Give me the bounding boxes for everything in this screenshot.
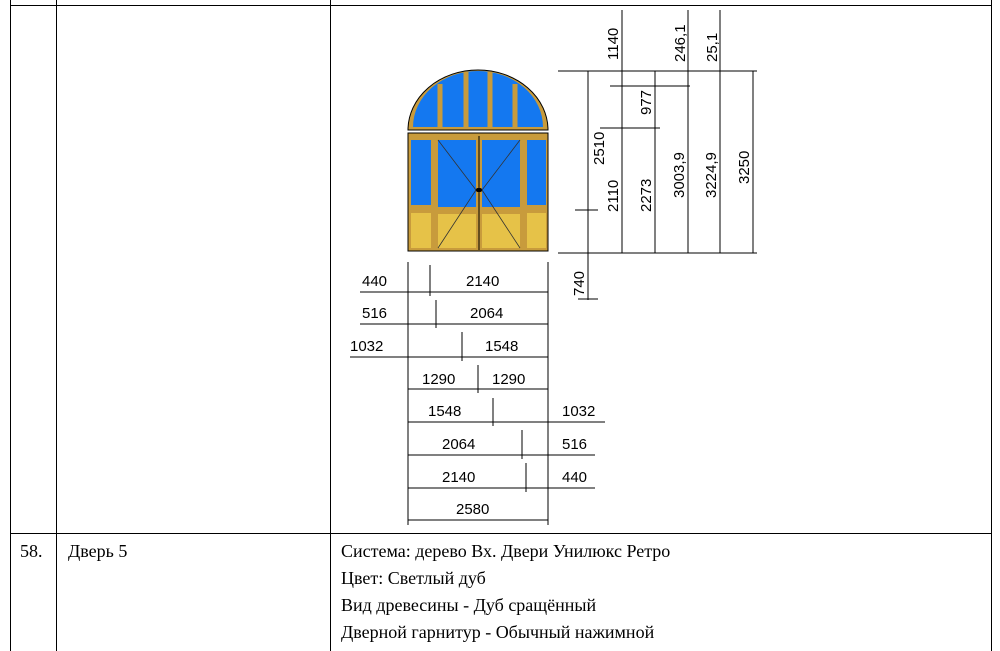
right-leaf-glass — [482, 140, 520, 207]
dim-v-2110: 2110 — [605, 179, 622, 212]
table-divider-number — [56, 0, 57, 651]
dim-h-516-top: 516 — [362, 305, 388, 322]
dim-v-3224: 3224,9 — [703, 152, 720, 198]
dim-h-516-bottom: 516 — [562, 436, 588, 453]
dim-v-2273: 2273 — [638, 178, 655, 212]
dim-h-440-top: 440 — [362, 273, 388, 290]
arch-glass — [413, 71, 543, 127]
row-desc-color: Цвет: Светлый дуб — [341, 568, 486, 588]
dim-h-2140-top: 2140 — [466, 273, 500, 290]
dim-h-1548-top: 1548 — [485, 338, 519, 355]
left-sidelight-glass — [411, 140, 431, 205]
dim-h-1032-top: 1032 — [350, 338, 384, 355]
row-name: Дверь 5 — [68, 541, 128, 561]
row-desc-system: Система: дерево Вх. Двери Унилюкс Ретро — [341, 541, 671, 561]
right-sidelight-glass — [527, 140, 546, 205]
door-illustration — [408, 70, 548, 251]
dim-h-440-bottom: 440 — [562, 469, 588, 486]
vertical-dimension-labels — [571, 24, 753, 296]
dim-h-1032-bottom: 1032 — [562, 403, 596, 420]
dim-h-2580: 2580 — [456, 501, 490, 518]
dim-h-2064-top: 2064 — [470, 305, 504, 322]
left-leaf-glass — [438, 140, 476, 207]
dim-v-740: 740 — [571, 270, 588, 296]
dim-v-1140: 1140 — [605, 27, 622, 60]
horizontal-dimension-labels — [350, 270, 596, 518]
row-desc-hardware: Дверной гарнитур - Обычный нажимной — [341, 622, 655, 642]
right-sidelight-panel — [527, 213, 546, 248]
dim-h-2140-bottom: 2140 — [442, 469, 476, 486]
dim-h-2064-bottom: 2064 — [442, 436, 476, 453]
dim-h-1290-left: 1290 — [422, 371, 456, 388]
dim-v-977: 977 — [638, 89, 655, 115]
dim-v-3250: 3250 — [736, 150, 753, 184]
dim-v-2510: 2510 — [591, 131, 608, 165]
row-desc-wood: Вид древесины - Дуб сращённый — [341, 595, 597, 615]
vertical-dimension-lines — [558, 10, 757, 300]
dim-v-3003: 3003,9 — [671, 152, 688, 198]
door-drawing — [330, 6, 990, 532]
row-number: 58. — [20, 541, 43, 561]
dim-h-1548-bottom: 1548 — [428, 403, 462, 420]
left-sidelight-panel — [411, 213, 431, 248]
table-border-left — [10, 0, 11, 651]
dim-v-25: 25,1 — [704, 32, 721, 62]
dim-v-246: 246,1 — [672, 24, 689, 62]
table-row-separator — [10, 533, 992, 534]
dim-h-1290-right: 1290 — [492, 371, 526, 388]
table-border-right — [991, 0, 992, 651]
